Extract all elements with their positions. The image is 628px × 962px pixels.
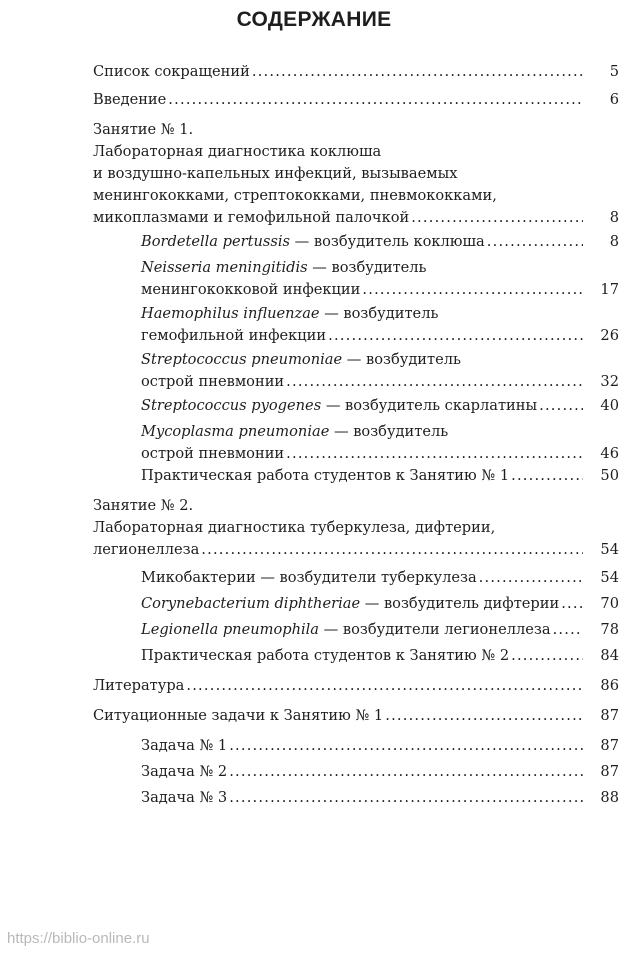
toc-entry[interactable]	[0, 761, 628, 783]
dot-leader	[229, 735, 583, 757]
toc-entry[interactable]	[0, 349, 628, 393]
entry-line: Лабораторная диагностика туберкулеза, дифтерии,	[93, 519, 496, 536]
latin-name: Legionella pneumophila	[141, 621, 320, 638]
page-number: 54	[600, 569, 619, 586]
dot-leader	[229, 787, 583, 809]
page-number: 50	[600, 467, 619, 484]
entry-text: Ситуационные задачи к Занятию № 1	[93, 707, 384, 724]
entry-title	[141, 465, 511, 487]
entry-title	[141, 443, 286, 465]
page-number: 86	[600, 677, 619, 694]
entry-title	[141, 231, 487, 253]
entry-line: Занятие № 1.	[93, 121, 194, 138]
entry-text: менингококковой инфекции	[141, 281, 361, 298]
page-number: 17	[600, 281, 619, 298]
entry-title	[141, 787, 229, 809]
entry-title	[141, 761, 229, 783]
page-number: 87	[600, 737, 619, 754]
entry-title	[141, 735, 229, 757]
entry-title	[141, 279, 362, 301]
entry-line: Занятие № 2.	[93, 497, 194, 514]
entry-text: — возбудитель дифтерии	[360, 595, 560, 612]
entry-text: Практическая работа студентов к Занятию № 2	[141, 647, 510, 664]
dot-leader	[553, 619, 583, 641]
entry-line	[141, 349, 461, 371]
toc-entry[interactable]	[0, 421, 628, 465]
dot-leader	[511, 645, 583, 667]
page-number: 84	[600, 647, 619, 664]
entry-text: микоплазмами и гемофильной палочкой	[93, 209, 410, 226]
dot-leader	[186, 675, 583, 697]
dot-leader	[201, 539, 583, 561]
page-number: 40	[600, 397, 619, 414]
entry-line: Лабораторная диагностика коклюша	[93, 143, 382, 160]
entry-text: Микобактерии — возбудители туберкулеза	[141, 569, 477, 586]
toc-entry[interactable]	[0, 567, 628, 589]
entry-line: менингококками, стрептококками, пневмококками,	[93, 187, 497, 204]
entry-title	[141, 325, 328, 347]
dot-leader	[561, 593, 583, 615]
dot-leader	[168, 89, 583, 111]
entry-title	[93, 539, 201, 561]
entry-text: Литература	[93, 677, 185, 694]
page-title: СОДЕРЖАНИЕ	[236, 8, 392, 31]
latin-name: Bordetella pertussis	[141, 233, 290, 250]
latin-name: Corynebacterium diphtheriae	[141, 595, 361, 612]
entry-title	[93, 61, 252, 83]
latin-name: Haemophilus influenzae	[141, 305, 320, 322]
latin-name: Mycoplasma pneumoniae	[141, 423, 330, 440]
page-number: 32	[600, 373, 619, 390]
toc-entry[interactable]	[0, 787, 628, 809]
dot-leader	[362, 279, 583, 301]
entry-text: Практическая работа студентов к Занятию № 1	[141, 467, 510, 484]
page-number: 8	[609, 233, 619, 250]
entry-title	[93, 705, 385, 727]
entry-line	[141, 303, 438, 325]
dot-leader	[487, 231, 583, 253]
entry-text: Список сокращений	[93, 63, 250, 80]
page-number: 5	[609, 63, 619, 80]
page-number: 46	[600, 445, 619, 462]
page-number: 8	[609, 209, 619, 226]
dot-leader	[229, 761, 583, 783]
dot-leader	[252, 61, 583, 83]
toc-entry[interactable]	[0, 303, 628, 347]
latin-name: Streptococcus pyogenes	[141, 397, 322, 414]
entry-text: — возбудитель коклюша	[290, 233, 485, 250]
toc-entry[interactable]	[0, 119, 628, 229]
entry-title	[93, 207, 411, 229]
page-number: 88	[600, 789, 619, 806]
toc-entry[interactable]	[0, 61, 628, 83]
entry-text: Задача № 1	[141, 737, 228, 754]
toc-entry[interactable]	[0, 395, 628, 417]
toc-entry[interactable]	[0, 257, 628, 301]
entry-text: легионеллеза	[93, 541, 200, 558]
entry-line	[141, 421, 448, 443]
entry-text: — возбудитель скарлатины	[321, 397, 538, 414]
dot-leader	[328, 325, 583, 347]
toc-entry[interactable]	[0, 619, 628, 641]
entry-title	[141, 645, 511, 667]
entry-title	[93, 675, 186, 697]
entry-title	[93, 89, 168, 111]
entry-title	[141, 619, 553, 641]
page-number: 78	[600, 621, 619, 638]
entry-text: — возбудитель	[307, 259, 427, 276]
toc-entry[interactable]	[0, 465, 628, 487]
entry-text: — возбудители легионеллеза	[319, 621, 551, 638]
toc-entry[interactable]	[0, 593, 628, 615]
dot-leader	[411, 207, 583, 229]
entry-text: — возбудитель	[329, 423, 449, 440]
toc-entry[interactable]	[0, 675, 628, 697]
dot-leader	[539, 395, 583, 417]
entry-text: — возбудитель	[342, 351, 461, 368]
entry-text: острой пневмонии	[141, 373, 285, 390]
entry-title	[141, 567, 479, 589]
entry-text: — возбудитель	[319, 305, 439, 322]
page-number: 70	[600, 595, 619, 612]
entry-text: Задача № 3	[141, 789, 228, 806]
entry-text: Введение	[93, 91, 167, 108]
entry-text: острой пневмонии	[141, 445, 285, 462]
entry-text: Задача № 2	[141, 763, 228, 780]
page-number: 87	[600, 763, 619, 780]
entry-line	[141, 257, 427, 279]
entry-text: гемофильной инфекции	[141, 327, 327, 344]
page-number: 54	[600, 541, 619, 558]
toc-entry[interactable]	[0, 705, 628, 727]
dot-leader	[286, 443, 583, 465]
entry-title	[141, 593, 561, 615]
dot-leader	[511, 465, 583, 487]
toc-entry[interactable]	[0, 231, 628, 253]
latin-name: Neisseria meningitidis	[141, 259, 308, 276]
toc-entry[interactable]	[0, 89, 628, 111]
toc-entry[interactable]	[0, 495, 628, 561]
toc-entry[interactable]	[0, 645, 628, 667]
dot-leader	[479, 567, 583, 589]
page-number: 87	[600, 707, 619, 724]
page-number: 26	[600, 327, 619, 344]
entry-title	[141, 371, 286, 393]
entry-title	[141, 395, 539, 417]
entry-line: и воздушно-капельных инфекций, вызываемых	[93, 165, 458, 182]
toc-entry[interactable]	[0, 735, 628, 757]
page-number: 6	[609, 91, 619, 108]
latin-name: Streptococcus pneumoniae	[141, 351, 343, 368]
dot-leader	[385, 705, 583, 727]
dot-leader	[286, 371, 583, 393]
watermark-link[interactable]: https://biblio-online.ru	[7, 930, 150, 947]
